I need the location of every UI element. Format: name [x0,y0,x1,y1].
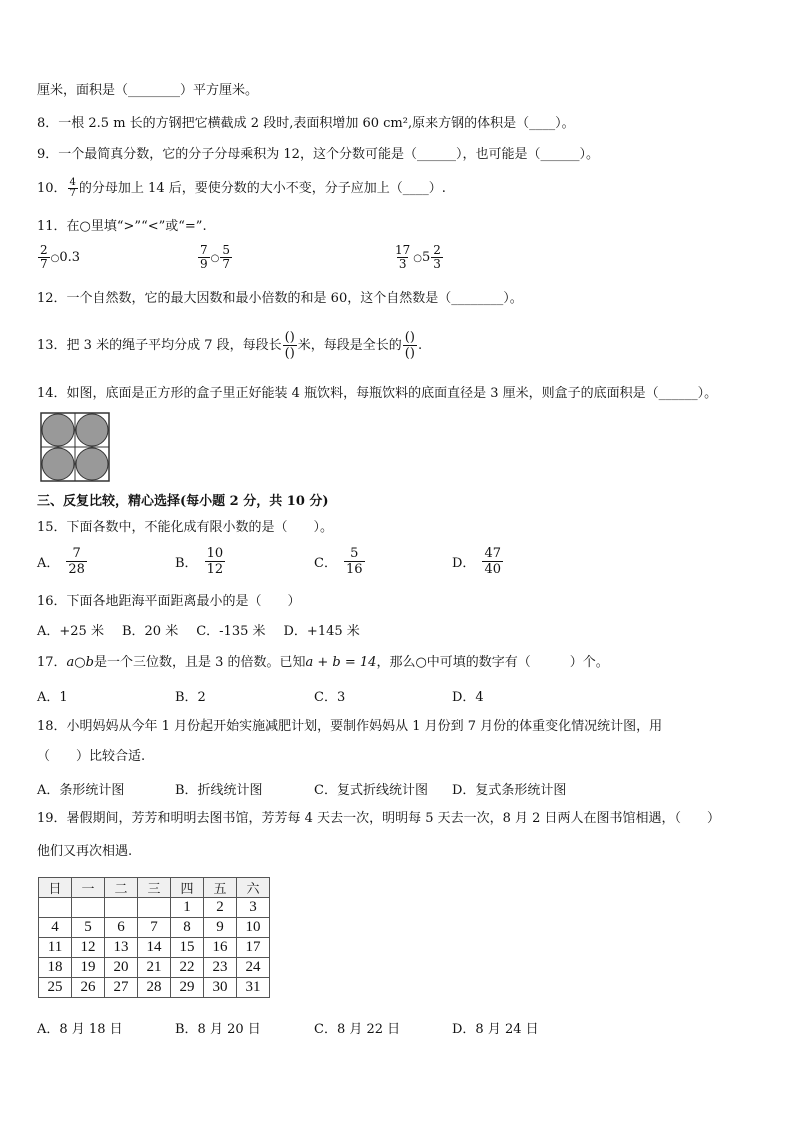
option-label: C． [314,556,337,571]
q13-part2: 米，每段是全长的 [297,338,402,353]
bottle-circle [76,414,108,446]
q11-frac [220,244,232,271]
calendar-day: 8 [171,918,204,938]
calendar-day: 31 [237,978,270,998]
q16-option-c[interactable]: C．-135 米 [196,624,266,639]
calendar-day: 26 [72,978,105,998]
frac-num: 2 [40,243,48,257]
calendar-week-row [39,978,270,998]
calendar-day: 4 [39,918,72,938]
q16-option-d[interactable]: D．+145 米 [283,624,360,639]
calendar-week-row [39,938,270,958]
q17-number: 17． [37,655,67,670]
q17-equation: a + b = 14 [305,655,377,670]
q11-item-1 [37,244,80,271]
q11-frac [198,244,210,271]
calendar-day: 1 [171,898,204,918]
calendar-day: 16 [204,938,237,958]
q12: 12．一个自然数，它的最大因数和最小倍数的和是 60，这个自然数是（________）。 [37,291,523,306]
bottle-circle [76,448,108,480]
q17-option-c[interactable]: C．3 [314,690,346,705]
frac-num: 5 [350,546,359,561]
q17-option-d[interactable]: D．4 [452,690,484,705]
q11-frac [38,244,50,271]
frac-den: 3 [433,257,441,271]
frac-den: 12 [206,562,224,577]
q14: 14．如图，底面是正方形的盒子里正好能装 4 瓶饮料，每瓶饮料的底面直径是 3 厘米，则盒子的底面积是（______）。 [37,386,718,401]
calendar-day: 21 [138,958,171,978]
weekday-header: 二 [105,878,138,898]
q18-option-b[interactable]: B．折线统计图 [175,783,263,798]
q10-fraction [68,178,78,199]
calendar-day: 30 [204,978,237,998]
frac-num: 10 [206,546,224,561]
calendar-header-row [39,878,270,898]
calendar-day: 6 [105,918,138,938]
option-frac [66,546,87,577]
calendar-day: 3 [237,898,270,918]
calendar-day [105,898,138,918]
q17-text1: 是一个三位数，且是 3 的倍数。已知 [93,655,306,670]
q16-options [37,623,360,641]
q19-options [37,1018,757,1038]
q17-option-a[interactable]: A．1 [37,690,68,705]
q17-options [37,686,757,706]
q15-options [37,546,757,586]
mixed-whole: 5 [422,250,431,265]
q13-frac1 [283,330,297,361]
calendar-day: 12 [72,938,105,958]
q11-item-3 [392,244,444,271]
bottle-circle [42,414,74,446]
q7-tail: 厘米，面积是（________）平方厘米。 [37,83,259,98]
q18-option-d[interactable]: D．复式条形统计图 [452,783,567,798]
calendar-day: 15 [171,938,204,958]
q10-num: 4 [69,177,76,188]
q19-option-a[interactable]: A．8 月 18 日 [37,1022,123,1037]
blank-den[interactable]: () [404,346,415,361]
calendar-day: 24 [237,958,270,978]
calendar-day [138,898,171,918]
calendar-day: 13 [105,938,138,958]
calendar-day: 5 [72,918,105,938]
calendar-day: 10 [237,918,270,938]
frac-den: 3 [398,257,407,271]
q8: 8．一根 2.5 m 长的方钢把它横截成 2 段时,表面积增加 60 cm²,原来方钢的体积是（____）。 [37,116,575,131]
frac-den: 40 [484,562,501,577]
calendar-day: 23 [204,958,237,978]
frac-den: 7 [222,257,231,271]
q15-option-b[interactable] [175,546,226,577]
q11-frac [393,244,412,271]
q13-part3: . [417,338,423,353]
q11-value: 0.3 [59,250,81,265]
option-label: D． [452,556,476,571]
frac-den: 16 [345,562,363,577]
q18-option-c[interactable]: C．复式折线统计图 [314,783,428,798]
q16-option-a[interactable]: A．+25 米 [37,624,104,639]
calendar-week-row [39,918,270,938]
q19-option-b[interactable]: B．8 月 20 日 [175,1022,261,1037]
blank-num[interactable]: () [284,330,295,345]
calendar-week-row [39,898,270,918]
square-box-figure [40,412,110,482]
frac-num: 7 [200,243,208,257]
q10-text: 的分母加上 14 后，要使分数的大小不变，分子应加上（____）. [78,181,446,196]
frac-num: 7 [72,546,81,561]
calendar-day: 20 [105,958,138,978]
blank-num[interactable]: () [404,330,415,345]
calendar-day: 29 [171,978,204,998]
calendar-day: 7 [138,918,171,938]
calendar-day [39,898,72,918]
calendar-day [72,898,105,918]
frac-num: 47 [484,546,501,561]
q17-option-b[interactable]: B．2 [175,690,206,705]
calendar-day: 17 [237,938,270,958]
blank-den[interactable]: () [284,346,295,361]
frac-num: 5 [222,243,231,257]
q15-stem: 15．下面各数中，不能化成有限小数的是（ ）。 [37,520,334,535]
q15-option-c[interactable] [314,546,366,577]
frac-den: 7 [40,257,48,271]
q10-prefix: 10． [37,181,67,196]
section-3-heading: 三、反复比较，精心选择(每小题 2 分，共 10 分) [37,494,329,509]
weekday-header: 一 [72,878,105,898]
q18-options [37,779,757,799]
option-label: B． [175,556,198,571]
q19-stem-1: 19．暑假期间，芳芳和明明去图书馆，芳芳每 4 天去一次，明明每 5 天去一次，8 月 2 日两人在图书馆相遇，（ ） [37,811,721,826]
calendar-day: 11 [39,938,72,958]
q16-option-b[interactable]: B．20 米 [121,624,179,639]
compare-circle[interactable]: ○ [50,253,60,264]
weekday-header: 三 [138,878,171,898]
frac-num: 17 [395,243,411,257]
q11-title: 11．在○里填“>”“<”或“=”. [37,219,207,234]
weekday-header: 五 [204,878,237,898]
frac-den: 28 [68,562,85,577]
q19-option-c[interactable]: C．8 月 22 日 [314,1022,401,1037]
option-frac [205,546,226,577]
weekday-header: 六 [237,878,270,898]
option-frac [482,546,503,577]
q18-option-a[interactable]: A．条形统计图 [37,783,125,798]
calendar-august [38,877,270,998]
q17-text2: ，那么○中可填的数字有（ ）个。 [376,655,609,670]
q15-option-a[interactable] [37,546,88,577]
calendar-day: 2 [204,898,237,918]
q17-variable: a○b [66,655,94,670]
q11-frac [431,244,443,271]
bottle-circle [42,448,74,480]
q15-option-d[interactable] [452,546,504,577]
frac-den: 9 [200,257,208,271]
calendar-day: 14 [138,938,171,958]
frac-num: 2 [433,243,441,257]
calendar-day: 27 [105,978,138,998]
q13 [37,330,422,361]
q18-stem-2: （ ）比较合适. [37,749,146,764]
compare-circle[interactable]: ○ [413,253,423,264]
calendar-day: 28 [138,978,171,998]
q13-part1: 13．把 3 米的绳子平均分成 7 段，每段长 [37,338,282,353]
calendar-day: 22 [171,958,204,978]
option-frac [344,546,365,577]
q19-stem-2: 他们又再次相遇. [37,844,133,859]
q10-den: 7 [69,188,76,199]
option-label: A． [37,556,60,571]
q18-stem-1: 18．小明妈妈从今年 1 月份起开始实施减肥计划，要制作妈妈从 1 月份到 7 月份的体重变化情况统计图，用 [37,719,663,734]
weekday-header: 日 [39,878,72,898]
q13-frac2 [403,330,417,361]
calendar-day: 9 [204,918,237,938]
calendar-day: 18 [39,958,72,978]
calendar-day: 19 [72,958,105,978]
q17-stem [37,654,609,672]
q9: 9．一个最简真分数，它的分子分母乘积为 12，这个分数可能是（______），也可能是（______）。 [37,147,599,162]
weekday-header: 四 [171,878,204,898]
q11-item-2 [197,244,233,271]
q16-stem: 16．下面各地距海平面距离最小的是（ ） [37,594,301,609]
q10 [37,178,446,199]
calendar-week-row [39,958,270,978]
compare-circle[interactable]: ○ [210,253,220,264]
calendar-day: 25 [39,978,72,998]
q19-option-d[interactable]: D．8 月 24 日 [452,1022,539,1037]
